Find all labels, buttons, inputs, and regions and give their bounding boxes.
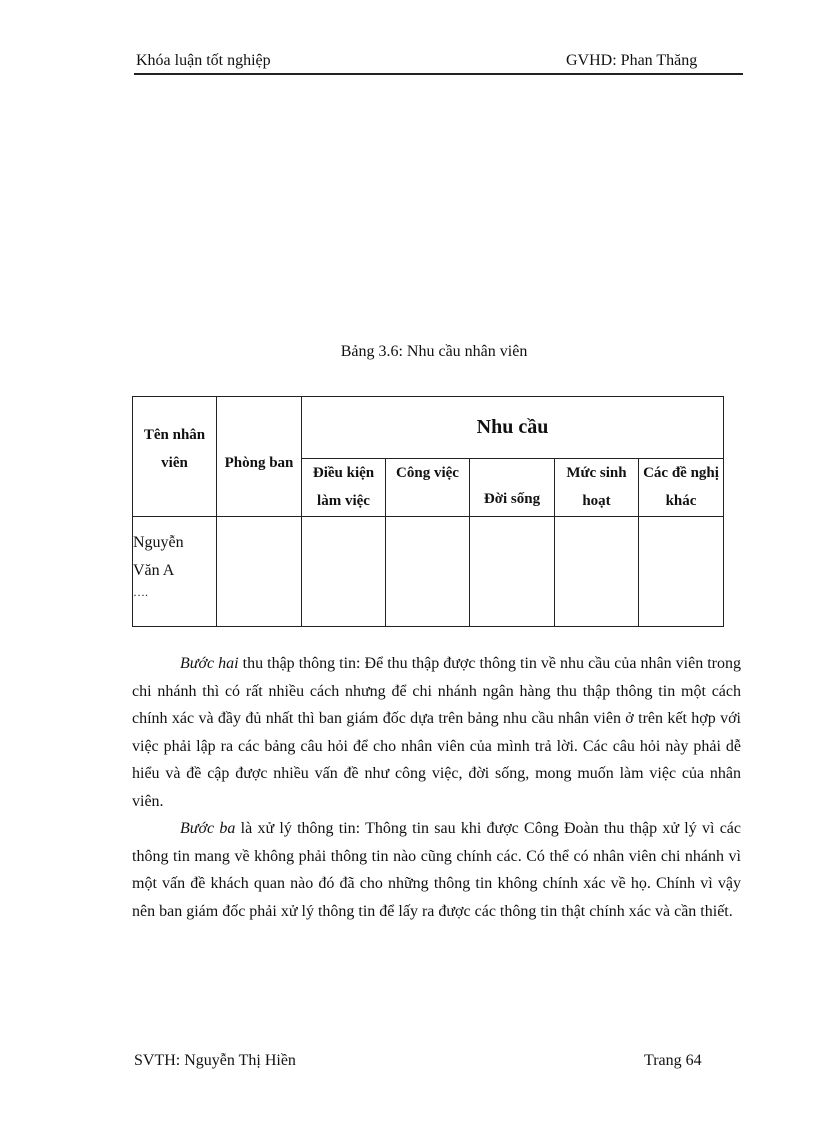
col-header-name: Tên nhân viên [133,397,217,517]
header-left-text: Khóa luận tốt nghiệp [136,52,271,69]
footer-page-number: Trang 64 [644,1052,702,1069]
empty-cell [302,517,386,627]
empty-cell [217,517,302,627]
employee-name-ellipsis: …. [133,585,148,599]
footer-left-text: SVTH: Nguyễn Thị Hiền [134,1052,296,1069]
paragraph-step-three [132,815,741,925]
header-right-text: GVHD: Phan Thăng [566,52,698,69]
sub-header-other-requests: Các đề nghị khác [639,459,724,517]
paragraph-step-three-lead: Bước ba [180,820,236,837]
sub-header-conditions: Điều kiện làm việc [302,459,386,517]
paragraph-step-two-text: thu thập thông tin: Để thu thập được thông tin về nhu cầu của nhân viên trong chi nhánh thì có rất nhiều cách nhưng để chi nhánh ngân hàng thu thập thông tin một cách chính xác và đầy đủ nhất thì ban giám đốc dựa trên bảng nhu cầu nhân viên ở trên kết hợp với việc phải lập ra các bảng câu hỏi để cho nhân viên của mình trả lời. Các câu hỏi này phải dễ hiểu và đề cập được nhiều vấn đề như công việc, đời sống, mong muốn làm việc của nhân viên. [132,655,742,810]
paragraph-step-two [132,650,741,816]
empty-cell [555,517,639,627]
empty-cell [639,517,724,627]
needs-table [132,396,724,627]
employee-name-line-2: Văn A [133,562,175,579]
col-header-dept: Phòng ban [217,397,302,517]
empty-cell [470,517,555,627]
sub-header-living-standard: Mức sinh hoạt [555,459,639,517]
sub-header-work: Công việc [386,459,470,517]
sub-header-life: Đời sống [470,459,555,517]
employee-name-cell [133,517,217,627]
table-caption: Bảng 3.6: Nhu cầu nhân viên [340,343,528,360]
employee-name-line-1: Nguyễn [133,534,184,551]
paragraph-step-three-text: là xử lý thông tin: Thông tin sau khi được Công Đoàn thu thập xử lý vì các thông tin mang về không phải thông tin nào cũng chính các. Có thể có nhân viên chi nhánh vì một vấn đề khách quan nào đó đã cho những thông tin không chính xác về họ. Chính vì vậy nên ban giám đốc phải xử lý thông tin để lấy ra được các thông tin thật chính xác và cần thiết. [132,820,742,920]
group-header-needs: Nhu cầu [302,397,724,459]
paragraph-step-two-lead: Bước hai [180,655,239,672]
header-rule [134,73,743,75]
table-row [133,517,724,627]
empty-cell [386,517,470,627]
